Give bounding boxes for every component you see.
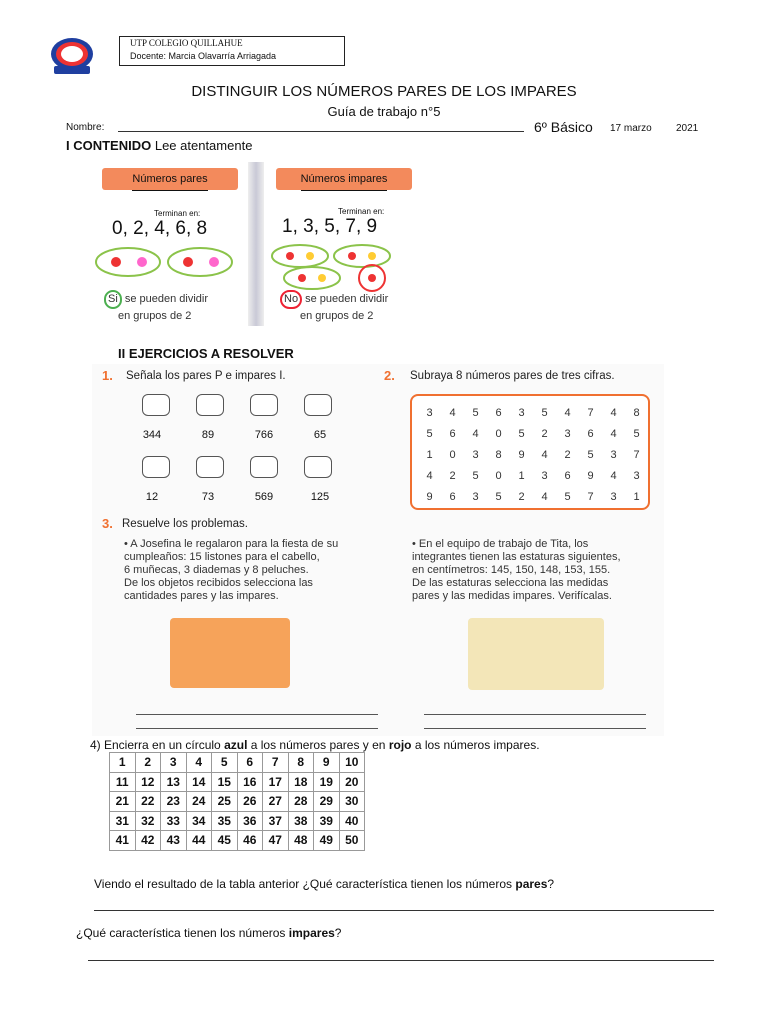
table-cell: 1	[426, 448, 433, 461]
answer-box[interactable]	[196, 394, 224, 416]
impares-digits: 1, 3, 5, 7, 9	[282, 216, 378, 237]
table-cell: 7	[263, 753, 289, 773]
table-cell: 5	[426, 427, 433, 440]
table-cell: 13	[161, 772, 187, 792]
table-cell: 36	[237, 811, 263, 831]
table-cell: 5	[541, 406, 548, 419]
table-cell: 3	[472, 448, 479, 461]
table-cell: 0	[495, 427, 502, 440]
table-cell: 7	[587, 490, 594, 503]
table-cell: 3	[161, 753, 187, 773]
question-pares: Viendo el resultado de la tabla anterior ¿Qué característica tienen los números pares?	[94, 877, 555, 891]
table-cell: 35	[212, 811, 238, 831]
table-cell: 11	[110, 772, 136, 792]
candy-illustration	[92, 244, 418, 294]
digit-grid	[410, 394, 650, 510]
table-cell: 6	[564, 469, 571, 482]
school-line: UTP COLEGIO QUILLAHUE	[130, 38, 243, 48]
table-cell: 25	[212, 792, 238, 812]
table-cell: 0	[449, 448, 456, 461]
table-cell: 8	[633, 406, 640, 419]
table-cell: 9	[426, 490, 433, 503]
school-logo	[48, 36, 96, 76]
table-cell: 4	[186, 753, 212, 773]
table-cell: 5	[495, 490, 502, 503]
table-cell: 48	[288, 831, 314, 851]
impares-answer: No se pueden dividir en grupos de 2	[280, 290, 388, 324]
table-cell: 32	[135, 811, 161, 831]
hex-number: 12	[145, 491, 159, 503]
table-cell: 4	[541, 448, 548, 461]
party-illustration	[170, 618, 290, 688]
grade: 6º Básico	[534, 119, 593, 135]
table-cell: 3	[633, 469, 640, 482]
name-line	[118, 131, 524, 132]
answer-box[interactable]	[304, 394, 332, 416]
name-label: Nombre:	[66, 122, 105, 133]
table-cell: 5	[518, 427, 525, 440]
table-cell: 16	[237, 772, 263, 792]
content-panel	[92, 162, 418, 326]
table-cell: 5	[212, 753, 238, 773]
table-cell: 6	[449, 490, 456, 503]
section-1-heading: I CONTENIDO Lee atentamente	[66, 138, 253, 153]
table-cell: 12	[135, 772, 161, 792]
table-cell: 2	[135, 753, 161, 773]
page-title: DISTINGUIR LOS NÚMEROS PARES DE LOS IMPARES	[191, 83, 577, 100]
table-cell: 0	[495, 469, 502, 482]
ex2-title: Subraya 8 números pares de tres cifras.	[410, 370, 615, 382]
table-cell: 1	[518, 469, 525, 482]
answer-line[interactable]	[424, 728, 646, 729]
table-cell: 29	[314, 792, 340, 812]
section-2-heading: II EJERCICIOS A RESOLVER	[118, 346, 294, 361]
exercises-panel	[92, 364, 664, 736]
table-cell: 31	[110, 811, 136, 831]
table-cell: 2	[518, 490, 525, 503]
table-cell: 4	[564, 406, 571, 419]
problem-b: • En el equipo de trabajo de Tita, los integrantes tienen las estaturas siguientes, en centímetros: 145, 150, 148, 153, 155. De las estaturas selecciona las medidas pares y las medidas impares. Verifícalas.	[412, 538, 621, 602]
table-cell: 41	[110, 831, 136, 851]
table-cell: 5	[633, 427, 640, 440]
answer-line-impares[interactable]	[88, 960, 714, 961]
table-cell: 5	[564, 490, 571, 503]
table-cell: 38	[288, 811, 314, 831]
ex4-question: 4) Encierra en un círculo azul a los números pares y en rojo a los números impares.	[90, 738, 540, 752]
table-cell: 47	[263, 831, 289, 851]
table-cell: 3	[610, 448, 617, 461]
table-cell: 6	[587, 427, 594, 440]
table-cell: 20	[339, 772, 365, 792]
table-cell: 42	[135, 831, 161, 851]
ex2-number: 2.	[384, 368, 395, 383]
table-cell: 4	[426, 469, 433, 482]
table-cell: 17	[263, 772, 289, 792]
table-cell: 44	[186, 831, 212, 851]
ex3-number: 3.	[102, 516, 113, 531]
header-box	[119, 36, 345, 66]
hex-number: 73	[201, 491, 215, 503]
table-cell: 24	[186, 792, 212, 812]
pares-termin: Terminan en:	[154, 209, 201, 218]
answer-box[interactable]	[304, 456, 332, 478]
table-cell: 8	[288, 753, 314, 773]
table-cell: 7	[633, 448, 640, 461]
hex-number: 65	[313, 429, 327, 441]
answer-line[interactable]	[136, 714, 378, 715]
table-cell: 34	[186, 811, 212, 831]
table-cell: 22	[135, 792, 161, 812]
table-cell: 30	[339, 792, 365, 812]
table-cell: 23	[161, 792, 187, 812]
table-cell: 5	[472, 469, 479, 482]
table-cell: 9	[314, 753, 340, 773]
table-cell: 45	[212, 831, 238, 851]
table-cell: 3	[472, 490, 479, 503]
table-cell: 46	[237, 831, 263, 851]
table-cell: 9	[518, 448, 525, 461]
problem-a: • A Josefina le regalaron para la fiesta de su cumpleaños: 15 listones para el cabello, 6 muñecas, 3 diademas y 8 peluches. De los objetos recibidos selecciona las cantidades pares y las impares.	[124, 538, 339, 602]
date: 17 marzo	[610, 123, 652, 134]
answer-box[interactable]	[196, 456, 224, 478]
impares-termin: Terminan en:	[338, 207, 385, 216]
page-subtitle: Guía de trabajo n°5	[327, 104, 441, 119]
table-cell: 4	[610, 469, 617, 482]
hex-number: 766	[254, 429, 274, 441]
table-cell: 43	[161, 831, 187, 851]
table-cell: 50	[339, 831, 365, 851]
table-cell: 37	[263, 811, 289, 831]
hex-number: 89	[201, 429, 215, 441]
table-cell: 10	[339, 753, 365, 773]
table-cell: 3	[518, 406, 525, 419]
answer-box[interactable]	[142, 456, 170, 478]
table-cell: 6	[449, 427, 456, 440]
table-cell: 3	[564, 427, 571, 440]
table-cell: 1	[633, 490, 640, 503]
pares-answer: Si se pueden dividir en grupos de 2	[104, 290, 208, 324]
number-table	[109, 752, 365, 851]
hex-number: 125	[310, 491, 330, 503]
table-cell: 26	[237, 792, 263, 812]
year: 2021	[676, 123, 699, 134]
table-cell: 2	[541, 427, 548, 440]
table-cell: 19	[314, 772, 340, 792]
table-cell: 8	[495, 448, 502, 461]
question-impares: ¿Qué característica tienen los números impares?	[76, 926, 342, 940]
table-cell: 4	[610, 406, 617, 419]
answer-box[interactable]	[250, 456, 278, 478]
table-cell: 3	[610, 490, 617, 503]
table-cell: 27	[263, 792, 289, 812]
table-cell: 4	[449, 406, 456, 419]
table-cell: 9	[587, 469, 594, 482]
table-cell: 33	[161, 811, 187, 831]
table-cell: 1	[110, 753, 136, 773]
hex-number: 569	[254, 491, 274, 503]
pares-digits: 0, 2, 4, 6, 8	[112, 218, 208, 239]
children-illustration	[468, 618, 604, 690]
impares-tag: Números impares	[276, 168, 412, 190]
table-cell: 4	[610, 427, 617, 440]
answer-line[interactable]	[424, 714, 646, 715]
table-cell: 15	[212, 772, 238, 792]
ex3-title: Resuelve los problemas.	[122, 518, 248, 530]
hex-number: 344	[142, 429, 162, 441]
table-cell: 49	[314, 831, 340, 851]
table-cell: 6	[495, 406, 502, 419]
table-cell: 6	[237, 753, 263, 773]
table-cell: 40	[339, 811, 365, 831]
table-cell: 3	[426, 406, 433, 419]
table-cell: 2	[449, 469, 456, 482]
ex1-number: 1.	[102, 368, 113, 383]
table-cell: 5	[587, 448, 594, 461]
table-cell: 14	[186, 772, 212, 792]
answer-line[interactable]	[136, 728, 378, 729]
answer-line-pares[interactable]	[94, 910, 714, 911]
teacher-line: Docente: Marcia Olavarría Arriagada	[130, 51, 277, 61]
table-cell: 21	[110, 792, 136, 812]
table-cell: 5	[472, 406, 479, 419]
ex1-title: Señala los pares P e impares I.	[126, 370, 286, 382]
pares-tag: Números pares	[102, 168, 238, 190]
answer-box[interactable]	[250, 394, 278, 416]
table-cell: 28	[288, 792, 314, 812]
table-cell: 7	[587, 406, 594, 419]
table-cell: 2	[564, 448, 571, 461]
table-cell: 3	[541, 469, 548, 482]
table-cell: 4	[541, 490, 548, 503]
table-cell: 39	[314, 811, 340, 831]
answer-box[interactable]	[142, 394, 170, 416]
table-cell: 4	[472, 427, 479, 440]
table-cell: 18	[288, 772, 314, 792]
